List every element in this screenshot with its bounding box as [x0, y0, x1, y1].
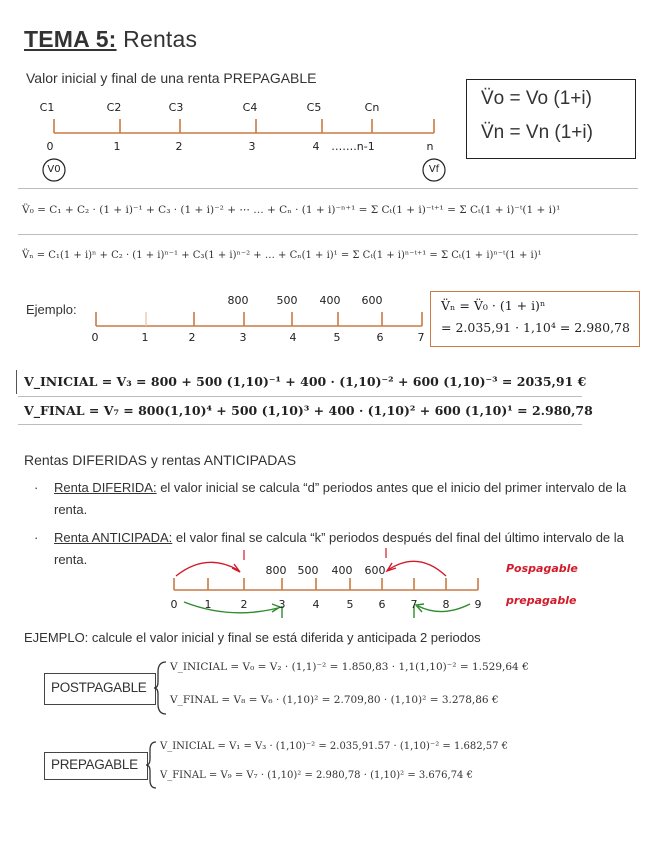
relation-box: [466, 79, 636, 159]
prepagable-v-inicial: V_INICIAL = V₁ = V₃ · (1,10)⁻² = 2.035,91.57 · (1,10)⁻² = 1.682,57 €: [160, 741, 509, 752]
example1-period: 4: [289, 331, 297, 344]
bullet-anticipada-text: el valor final se calcula “k” periodos después del final del último intervalo de la renta.: [54, 530, 624, 567]
example1-period: 5: [333, 331, 341, 344]
bullet-diferida: [54, 477, 634, 521]
example1-period: 2: [188, 331, 196, 344]
postpagable-label-box: [44, 673, 156, 705]
timeline2-period: 0: [170, 598, 178, 611]
period-label: 1: [113, 140, 121, 153]
timeline2-period: 3: [278, 598, 286, 611]
postpagable-v-final: V_FINAL = V₈ = V₆ · (1,10)² = 2.709,80 · (1,10)² = 3.278,86 €: [170, 694, 499, 706]
example1-v-final: V_FINAL = V₇ = 800(1,10)⁴ + 500 (1,10)³ + 400 · (1,10)² + 600 (1,10)¹ = 2.980,78: [24, 403, 593, 418]
example1-value: 600: [361, 294, 383, 307]
divider: [18, 424, 582, 425]
bullet-diferida-text: el valor inicial se calcula “d” periodos antes que el inicio del primer intervalo de la renta.: [54, 480, 627, 517]
example1-box-line1: V̈ₙ = V̈₀ · (1 + i)ⁿ: [441, 298, 546, 313]
example1-box-line2: = 2.035,91 · 1,10⁴ = 2.980,78: [441, 320, 630, 335]
example1-period: 0: [91, 331, 99, 344]
cashflow-label: Cn: [364, 101, 380, 114]
timeline2-value: 800: [265, 564, 287, 577]
cashflow-label: C3: [168, 101, 184, 114]
example1-result-box: [430, 291, 640, 347]
prepagable-label-box: [44, 752, 148, 780]
example1-period: 7: [417, 331, 425, 344]
example1-period: 6: [376, 331, 384, 344]
section1-heading: Valor inicial y final de una renta PREPAGABLE: [26, 70, 317, 86]
prepagable-v-final: V_FINAL = V₉ = V₇ · (1,10)² = 2.980,78 · (1,10)² = 3.676,74 €: [160, 770, 473, 781]
prepagable-label: PREPAGABLE: [51, 757, 138, 772]
timeline2-value: 500: [297, 564, 319, 577]
example1-period: 1: [141, 331, 149, 344]
period-label: …….n-1: [331, 140, 375, 153]
example2-heading: EJEMPLO: calcule el valor inicial y final se está diferida y anticipada 2 periodos: [24, 630, 481, 645]
circle-vf-label: Vf: [428, 164, 440, 175]
example1-value: 800: [227, 294, 249, 307]
cashflow-label: C5: [306, 101, 322, 114]
timeline2-period: 2: [240, 598, 248, 611]
divider: [18, 234, 638, 235]
timeline-diferida-anticipada: [160, 546, 500, 626]
period-label: 3: [248, 140, 256, 153]
bullet-dot: ·: [34, 530, 39, 545]
title-tema: TEMA 5:: [24, 26, 117, 52]
cashflow-label: C2: [106, 101, 122, 114]
formula-v0: V̈₀ = C₁ + C₂ · (1 + i)⁻¹ + C₃ · (1 + i)⁻² + ⋯ … + Cₙ · (1 + i)⁻ⁿ⁺¹ = Σ Cₜ(1 + i)⁻ᵗ⁺¹ = Σ Cₜ(1 + i)⁻ᵗ(1 + i)¹: [22, 204, 561, 216]
postpagable-label: POSTPAGABLE: [51, 680, 147, 695]
example1-label: Ejemplo:: [26, 302, 77, 317]
bullet-anticipada-term: Renta ANTICIPADA:: [54, 530, 173, 545]
example1-v-inicial: V_INICIAL = V₃ = 800 + 500 (1,10)⁻¹ + 400 · (1,10)⁻² + 600 (1,10)⁻³ = 2035,91 €: [24, 374, 587, 389]
formula-vn: V̈ₙ = C₁(1 + i)ⁿ + C₂ · (1 + i)ⁿ⁻¹ + C₃(1 + i)ⁿ⁻² + … + Cₙ(1 + i)¹ = Σ Cₜ(1 + i)ⁿ⁻ᵗ⁺¹ = Σ Cₜ(1 + i)ⁿ⁻ᵗ(1 + i)¹: [22, 250, 542, 261]
example1-value: 500: [276, 294, 298, 307]
relation-v0: V̈o = Vo (1+i): [481, 88, 592, 109]
period-label: 0: [46, 140, 54, 153]
timeline2-period: 5: [346, 598, 354, 611]
bullet-diferida-term: Renta DIFERIDA:: [54, 480, 157, 495]
section2-heading: Rentas DIFERIDAS y rentas ANTICIPADAS: [24, 452, 297, 468]
timeline2-value: 600: [364, 564, 386, 577]
bullet-dot: ·: [34, 480, 39, 495]
divider: [18, 396, 582, 397]
timeline2-period: 4: [312, 598, 320, 611]
margin-mark: [16, 370, 17, 394]
timeline2-period: 6: [378, 598, 386, 611]
brace-postpagable: [154, 660, 168, 716]
legend-pospagable: Pospagable: [506, 562, 578, 575]
cashflow-label: C1: [39, 101, 55, 114]
period-label: n: [426, 140, 434, 153]
brace-prepagable: [146, 740, 158, 790]
timeline-prepagable: [20, 92, 460, 184]
period-label: 4: [312, 140, 320, 153]
divider: [18, 188, 638, 189]
timeline2-value: 400: [331, 564, 353, 577]
legend-prepagable: prepagable: [506, 594, 577, 607]
relation-vn: V̈n = Vn (1+i): [481, 122, 593, 143]
page-title: [24, 26, 197, 53]
cashflow-label: C4: [242, 101, 258, 114]
timeline2-period: 8: [442, 598, 450, 611]
title-rest: Rentas: [123, 26, 198, 52]
timeline2-period: 1: [204, 598, 212, 611]
example1-value: 400: [319, 294, 341, 307]
period-label: 2: [175, 140, 183, 153]
timeline2-period: 9: [474, 598, 482, 611]
timeline2-period: 7: [410, 598, 418, 611]
postpagable-v-inicial: V_INICIAL = V₀ = V₂ · (1,1)⁻² = 1.850,83 · 1,1(1,10)⁻² = 1.529,64 €: [170, 661, 529, 673]
circle-v0-label: V0: [47, 164, 61, 175]
example1-period: 3: [239, 331, 247, 344]
